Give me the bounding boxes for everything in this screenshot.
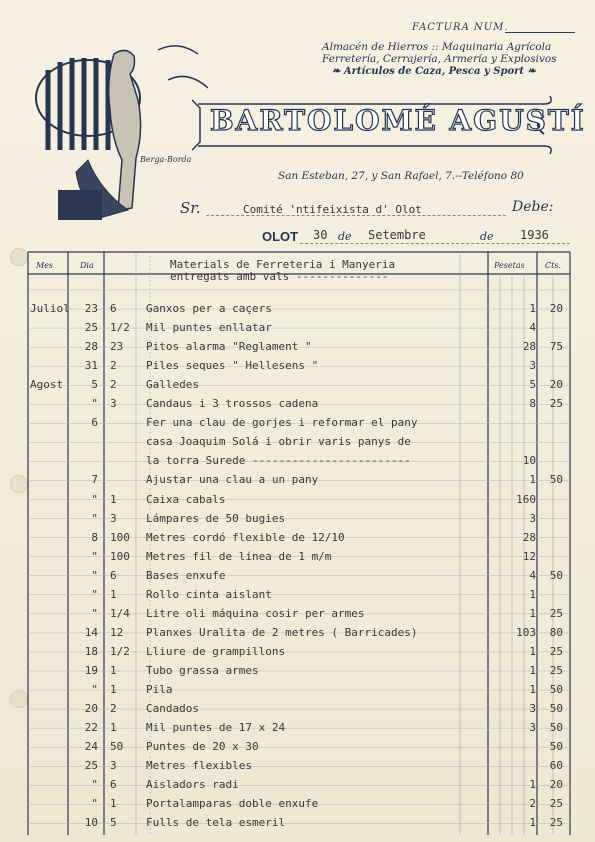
factura-label: FACTURA NUM. [412,22,509,33]
row-qty: 100 [110,549,130,563]
row-dia: 7 [91,473,98,487]
row-qty: 2 [110,702,117,716]
row-qty: 50 [110,740,124,754]
row-qty: 1 [110,683,117,696]
row-cts: 20 [549,378,563,392]
column-header-dia: Dia [80,261,94,270]
row-dia: 25 [84,759,98,773]
row-pes: 1 [529,778,536,792]
row-pes: 103 [516,625,536,639]
row-dia: " [91,511,98,525]
row-dia: 19 [84,663,98,677]
row-pes: 2 [529,797,536,811]
row-pes: 3 [529,359,536,373]
row-qty: 12 [110,625,124,639]
row-desc: Mil puntes de 17 x 24 [146,721,286,735]
row-desc: Fulls de tela esmeril [146,816,286,830]
row-desc: Candaus i 3 trossos cadena [146,397,319,411]
row-pes: 1 [529,663,536,677]
row-pes: 28 [522,340,536,354]
row-qty: 100 [110,530,130,544]
row-desc: Fer una clau de gorjes i reformar el pany [146,416,418,430]
row-mes: Juliol [30,302,70,315]
row-cts: 50 [549,683,563,696]
de-label-2: de [480,230,494,243]
debe-label: Debe: [512,199,554,215]
row-dia: " [91,549,98,563]
de-label-1: de [338,230,352,243]
row-cts: 50 [549,702,563,716]
row-pes: 160 [516,492,536,506]
row-qty: 1 [110,721,117,735]
row-pes: 1 [529,302,536,315]
sr-label: Sr. [180,199,201,217]
date-day: 30 [313,228,328,242]
row-cts: 20 [549,302,563,315]
row-qty: 3 [110,511,117,525]
row-qty: 6 [110,302,117,315]
row-dia: 28 [84,340,98,354]
row-desc: Lliure de grampillons [146,644,286,658]
row-cts: 50 [549,473,563,487]
row-pes: 1 [529,816,536,830]
row-pes: 12 [522,549,536,563]
row-pes: 10 [522,454,536,468]
row-pes: 8 [529,397,536,411]
row-dia: 25 [84,321,98,335]
row-qty: 3 [110,397,117,411]
row-dia: " [91,778,98,792]
row-desc: Bases enxufe [146,568,226,582]
row-pes: 3 [529,702,536,716]
row-qty: 5 [110,816,117,830]
row-pes: 4 [529,568,536,582]
row-dia: 18 [84,644,98,658]
row-desc: Litre oli máquina cosir per armes [146,606,365,620]
row-dia: " [91,683,98,696]
row-pes: 4 [529,321,536,335]
row-dia: 24 [84,740,98,754]
row-dia: 31 [84,359,98,373]
row-desc: Lámpares de 50 bugies [146,511,286,525]
row-desc: la torra Surede ------------------------ [146,454,411,468]
row-dia: " [91,797,98,811]
table-title-line-1: Materials de Ferreteria i Manyeria [170,258,396,271]
row-desc: Galledes [146,378,199,392]
row-qty: 1 [110,587,117,601]
row-cts: 25 [549,797,563,811]
row-qty: 1/2 [110,644,130,658]
header-line-ferreteria: Ferretería, Cerrajería, Armería y Explosivos [322,53,557,65]
row-qty: 1/4 [110,606,130,620]
row-dia: 6 [91,416,98,430]
ornament-icon: ❧ [332,66,341,77]
row-pes: 3 [529,721,536,735]
row-dia: " [91,397,98,411]
row-pes: 1 [529,644,536,658]
row-desc: Rollo cinta aislant [146,587,272,601]
row-desc: Metres cordó flexible de 12/10 [146,530,345,544]
row-qty: 23 [110,340,124,354]
row-pes: 1 [529,683,536,696]
row-cts: 20 [549,778,563,792]
row-qty: 2 [110,378,117,392]
row-qty: 2 [110,359,117,373]
row-dia: 20 [84,702,98,716]
row-desc: Metres fil de línea de 1 m/m [146,549,332,563]
date-month: Setembre [368,228,426,242]
date-year: 1936 [520,228,549,242]
row-dia: " [91,606,98,620]
row-mes: Agost [30,378,64,392]
row-pes: 28 [522,530,536,544]
ornament-icon: ❧ [527,66,536,77]
row-cts: 25 [549,606,563,620]
row-desc: Candados [146,702,199,716]
table-title-line-2: entregats amb vals -------------- [170,270,389,283]
row-cts: 75 [549,340,563,354]
row-pes: 1 [529,606,536,620]
company-name: BARTOLOMÉ AGUSTÍ [210,104,586,137]
row-dia: " [91,568,98,582]
row-desc: Mil puntes enllatar [146,321,272,335]
row-pes: 3 [529,511,536,525]
row-dia: 22 [84,721,98,735]
row-pes: 1 [529,587,536,601]
row-desc: Pitos alarma "Reglament " [146,340,312,354]
row-desc: Ajustar una clau a un pany [146,473,319,487]
row-qty: 1 [110,797,117,811]
row-dia: 10 [84,816,98,830]
row-qty: 1 [110,492,117,506]
row-desc: Caixa cabals [146,492,226,506]
column-header-pesetas: Pesetas [494,261,525,270]
row-qty: 1/2 [110,321,130,335]
row-desc: Pila [146,683,173,696]
row-desc: casa Joaquim Solá i obrir varis panys de [146,435,411,449]
column-header-cts: Cts. [545,261,561,270]
row-desc: Puntes de 20 x 30 [146,740,259,754]
column-header-mes: Mes [36,261,54,270]
client-name: Comité 'ntifeixista d' Olot [243,203,422,216]
row-dia: 8 [91,530,98,544]
svg-text:Berga-Borda: Berga-Borda [140,155,192,164]
company-address: San Esteban, 27, y San Rafael, 7.--Teléfono 80 [278,170,524,182]
row-cts: 60 [549,759,563,773]
row-qty: 1 [110,663,117,677]
row-pes: 1 [529,473,536,487]
row-desc: Piles seques " Hellesens " [146,359,319,373]
row-cts: 80 [549,625,563,639]
row-cts: 50 [549,740,563,754]
row-qty: 6 [110,778,117,792]
row-desc: Ganxos per a caçers [146,302,272,315]
row-cts: 50 [549,568,563,582]
header-line-hierros: Almacén de Hierros :: Maquinaria Agrícola [322,41,552,53]
row-dia: 23 [84,302,98,315]
row-cts: 25 [549,644,563,658]
row-dia: 5 [91,378,98,392]
row-qty: 3 [110,759,117,773]
city-label: OLOT [262,229,299,244]
row-desc: Planxes Uralita de 2 metres ( Barricades) [146,625,418,639]
row-desc: Tubo grassa armes [146,663,259,677]
row-cts: 25 [549,397,563,411]
row-desc: Aisladors radi [146,778,239,792]
row-cts: 50 [549,721,563,735]
row-qty: 6 [110,568,117,582]
row-dia: " [91,587,98,601]
row-desc: Portalamparas doble enxufe [146,797,319,811]
row-cts: 25 [549,663,563,677]
row-desc: Metres flexibles [146,759,252,773]
row-dia: " [91,492,98,506]
row-pes: 5 [529,378,536,392]
header-line-caza-text: Artículos de Caza, Pesca y Sport [343,66,525,77]
row-cts: 25 [549,816,563,830]
row-dia: 14 [84,625,98,639]
